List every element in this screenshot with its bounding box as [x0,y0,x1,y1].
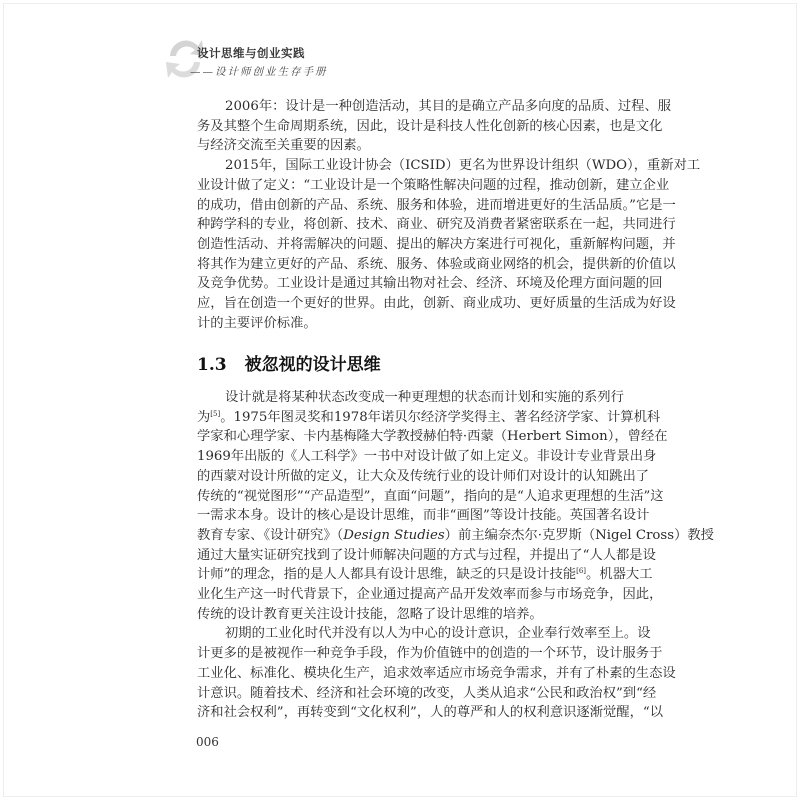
paragraph-line [197,408,661,428]
paragraph-line: 的成功，借由创新的产品、系统、服务和体验，进而增进更好的生活品质。”它是一 [197,197,676,213]
paragraph-line [197,664,676,684]
paragraph-line [197,605,605,625]
text-run: 工业化、标准化、模块化生产，追求效率适应市场竞争需求，并有了朴素的生态设 [197,665,676,681]
paragraph-line [197,684,657,704]
paragraph-line [197,644,663,664]
paragraph-line: 创造性活动、并将需解决的问题、提出的解决方案进行可视化，重新解构问题，并 [197,236,676,252]
paragraph-line [197,506,650,526]
text-run: 通过大量实证研究找到了设计师解决问题的方式与过程，并提出了“人人都是设 [197,547,656,563]
text-run: 传统的设计教育更关注设计技能，忽略了设计思维的培养。 [197,606,543,622]
paragraph-line [197,447,657,467]
paragraph-line [197,703,663,723]
paragraph-line: 将其作为建立更好的产品、系统、服务、体验或商业网络的机会，提供新的价值以 [197,256,676,272]
text-run: 一需求本身。设计的核心是设计思维，而非“画图”等设计技能。英国著名设计 [197,508,650,524]
paragraph-line [197,427,668,447]
text-run: 1969年出版的《人工科学》一书中对设计做了如上定义。非设计专业背景出身 [197,449,657,465]
paragraph-line: 与经济交流至关重要的因素。 [197,138,370,154]
paragraph-line [197,565,653,585]
section-heading [197,350,381,375]
paragraph-line: 应，旨在创造一个更好的世界。由此，创新、商业成功、更好质量的生活成为好设 [197,296,676,311]
paragraph-line [197,546,656,566]
text-run: 学家和心理学家、卡内基梅隆大学教授赫伯特·西蒙（Herbert Simon），曾经在 [197,429,668,445]
paragraph-line [197,585,663,605]
text-run: 济和社会权利”，再转变到“文化权利”，人的尊严和人的权利意识逐渐觉醒，“以 [197,705,663,721]
text-run: 为 [197,409,211,425]
italic-title: Design Studies [343,527,445,543]
running-header-subtitle: ——设计师创业生存手册 [190,66,328,78]
citation-reference: [6] [576,567,587,576]
paragraph-line: 及竞争优势。工业设计是通过其输出物对社会、经济、环境及伦理方面问题的回 [197,276,663,292]
text-run: 设计就是将某种状态改变成一种更理想的状态而计划和实施的系列行 [225,390,624,405]
citation-reference: [5] [210,409,221,418]
text-run: 初期的工业化时代并没有以人为中心的设计意识，企业奉行效率至上。设 [225,626,651,642]
section-title: 被忽视的设计思维 [244,355,381,375]
text-run: 传统的“视觉图形”“产品造型”，直面“问题”，指向的是“人追求更理想的生活”这 [197,488,664,504]
section-number: 1.3 [197,355,227,375]
paragraph-line: 计的主要评价标准。 [197,315,317,331]
paragraph-line: 业设计做了定义：“工业设计是一个策略性解决问题的过程，推动创新，建立企业 [197,177,670,193]
paragraph-line [225,388,624,408]
paragraph-line [197,467,650,487]
running-header-title: 设计思维与创业实践 [197,46,305,60]
paragraph-line: 务及其整个生命周期系统，因此，设计是科技人性化创新的核心因素，也是文化 [197,118,663,134]
text-run: 业化生产这一时代背景下，企业通过提高产品开发效率而参与市场竞争，因此， [197,587,663,602]
paragraph-line [197,487,664,507]
text-run: ）前主编奈杰尔·克罗斯（Nigel Cross）教授 [444,527,714,543]
text-run: 。机器大工 [586,567,653,583]
paragraph-line: 2006年：设计是一种创造活动，其目的是确立产品多向度的品质、过程、服 [225,99,672,114]
text-run: 教育专家、《设计研究》（ [197,527,344,543]
text-run: 计师”的理念，指的是人人都具有设计思维，缺乏的只是设计技能 [197,567,577,583]
paragraph-line [225,624,651,644]
text-run: 。1975年图灵奖和1978年诺贝尔经济学奖得主、著名经济学家、计算机科 [220,409,661,425]
paragraph-line: 种跨学科的专业，将创新、技术、商业、研究及消费者紧密联系在一起，共同进行 [197,217,676,233]
text-run: 计意识。随着技术、经济和社会环境的改变，人类从追求“公民和政治权”到“经 [197,685,657,701]
text-run: 计更多的是被视作一种竞争手段，作为价值链中的创造的一个环节，设计服务于 [197,646,663,662]
text-run: 的西蒙对设计所做的定义，让大众及传统行业的设计师们对设计的认知跳出了 [197,468,650,484]
page-number: 006 [196,735,219,749]
paragraph-line [197,526,714,546]
paragraph-line: 2015年，国际工业设计协会（ICSID）更名为世界设计组织（WDO），重新对工 [225,158,701,174]
